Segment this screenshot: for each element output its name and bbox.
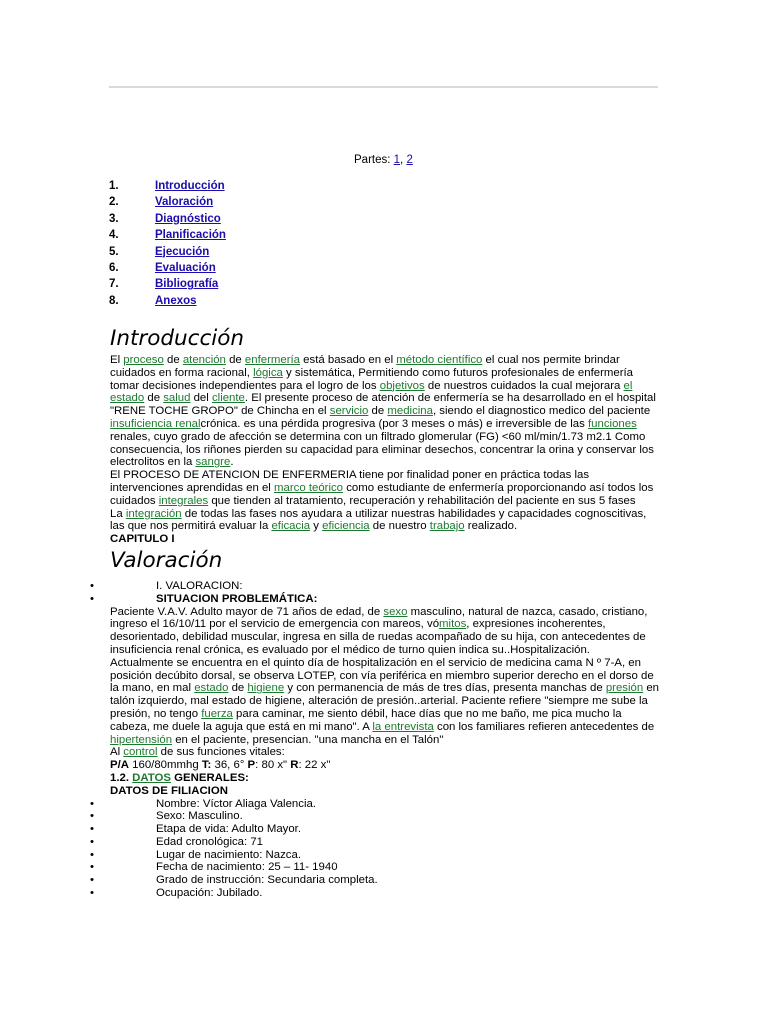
term-link[interactable]: control: [123, 746, 158, 759]
term-link[interactable]: medicina: [387, 405, 433, 418]
term-link[interactable]: el estado: [110, 379, 633, 405]
list-item-text: Fecha de nacimiento: 25 – 11- 1940: [156, 861, 338, 874]
term-link[interactable]: lógica: [253, 366, 283, 379]
bullet-icon: •: [90, 823, 94, 836]
vital-signs: [110, 759, 660, 772]
toc-link-bibliografia[interactable]: Bibliografía: [155, 278, 219, 291]
bullet-icon: •: [90, 797, 94, 810]
term-link[interactable]: hipertensión: [110, 733, 173, 746]
term-link[interactable]: eficiencia: [322, 520, 370, 533]
list-item: [90, 861, 660, 874]
list-item: [90, 579, 660, 593]
term-link[interactable]: la entrevista: [372, 720, 434, 733]
term-link[interactable]: proceso: [123, 354, 164, 366]
list-item-text: Sexo: Masculino.: [156, 810, 243, 823]
bullet-icon: •: [90, 887, 94, 900]
parts-navigation: [354, 154, 413, 167]
term-link[interactable]: eficacia: [271, 520, 311, 533]
toc-link-valoracion[interactable]: Valoración: [155, 196, 214, 209]
intro-paragraph-1: El proceso de atención de enfermería está basado en el método científico el cual nos permite brindar cuidados en forma racional, lógica y sistemática, Permitiendo como futuros profesionales de enfermería tomar decisiones independientes para el logro de los objetivos de nuestros cuidados la cual mejorara el estado de salud del cliente. El presente proceso de atención de enfermería se ha desarrollado en el hospital "RENE TOCHE GROPO" de Chincha en el servicio de medicina, siendo el diagnostico medico del paciente insuficiencia renalcrónica. es una pérdida progresiva (por 3 meses o más) e irreversible de las funciones renales, cuyo grado de afección se determina con un filtrado glomerular (FG) <60 ml/min/1.73 m2.1 Como consecuencia, los riñones pierden su capacidad para eliminar desechos, concentrar la orina y conservar los electrolitos en la sangre.: [110, 354, 656, 469]
vital-label: T:: [201, 759, 212, 772]
term-link[interactable]: estado: [194, 682, 229, 695]
vital-label: P/A: [110, 759, 129, 772]
list-item: [90, 797, 660, 811]
term-link[interactable]: funciones: [588, 417, 637, 430]
list-item: [90, 823, 660, 836]
valoracion-list: [90, 579, 660, 606]
bullet-icon: •: [90, 835, 94, 848]
term-link[interactable]: enfermería: [244, 354, 300, 366]
list-item-text: Nombre: Víctor Aliaga Valencia.: [156, 797, 316, 810]
parts-label: Partes:: [354, 154, 394, 166]
bullet-icon: •: [90, 592, 94, 605]
toc-number: 5.: [109, 245, 119, 258]
bullet-icon: •: [90, 579, 94, 592]
term-link[interactable]: insuficiencia renal: [110, 417, 201, 430]
list-item-text: Grado de instrucción: Secundaria completa.: [156, 874, 378, 887]
toc-link-anexos[interactable]: Anexos: [155, 294, 197, 307]
term-link[interactable]: marco teórico: [274, 481, 344, 494]
parts-separator: ,: [400, 154, 407, 166]
list-item-text: Edad cronológica: 71: [156, 835, 264, 848]
vitals-text: Al: [110, 746, 124, 759]
part-2-link[interactable]: 2: [406, 154, 413, 166]
problem-paragraph-1: Paciente V.A.V. Adulto mayor de 71 años de edad, de sexo masculino, natural de nazca, casado, cristiano, ingreso el 16/10/11 por el servicio de emergencia con mareos, vómitos, expresiones incoherentes, desorientado, debilidad muscular, ingresa en silla de ruedas acompañado de su hija, con antecedentes de insuficiencia renal crónica, es evaluado por el médico de turno quien indica su..Hospitalización.: [110, 605, 648, 656]
term-link[interactable]: DATOS: [132, 771, 171, 784]
term-link[interactable]: trabajo: [429, 520, 465, 533]
term-link[interactable]: mitos: [439, 618, 467, 631]
vitals-text: de sus funciones vitales:: [157, 746, 285, 759]
toc-number: 7.: [109, 278, 119, 291]
term-link[interactable]: objetivos: [379, 379, 425, 392]
chapter-label: CAPITULO I: [110, 533, 175, 546]
list-item: [90, 848, 660, 862]
bullet-icon: •: [90, 810, 94, 823]
vital-value: : 22 x": [298, 759, 331, 772]
section-heading-valoracion: Valoración: [110, 547, 223, 573]
list-item: [90, 835, 660, 849]
toc-link-planificacion[interactable]: Planificación: [155, 229, 226, 242]
term-link[interactable]: sangre: [195, 456, 231, 469]
top-divider: [109, 86, 658, 88]
bullet-icon: •: [90, 848, 94, 861]
filiacion-list: [90, 797, 660, 900]
vital-label: P: [247, 759, 256, 772]
term-link[interactable]: integración: [125, 507, 182, 520]
term-link[interactable]: fuerza: [201, 707, 233, 720]
article-body: [90, 326, 660, 900]
toc-link-diagnostico[interactable]: Diagnóstico: [155, 212, 221, 225]
term-link[interactable]: método científico: [396, 354, 483, 366]
list-item: [90, 874, 660, 887]
toc-link-introduccion[interactable]: Introducción: [155, 180, 225, 192]
list-item-text: Etapa de vida: Adulto Mayor.: [156, 823, 302, 836]
section-heading-introduccion: Introducción: [110, 326, 245, 351]
list-item-text: Ocupación: Jubilado.: [156, 887, 263, 900]
problem-paragraph-2: Actualmente se encuentra en el quinto día de hospitalización en el servicio de medicina cama N º 7-A, en posición decúbito dorsal, se observa LOTEP, con vía periférica en miembro superior derecho en el dorso de la mano, en mal estado de higiene y con permanencia de más de tres días, presenta manchas de presión en talón izquierdo, mal estado de higiene, alteración de presión..arterial. Paciente refiere "siempre me sube la presión, no tengo fuerza para caminar, me siento débil, hace días que no me baño, me pica mucho la cabeza, me duele la aguja que está en mi mano". A la entrevista con los familiares refieren antecedentes de hipertensión en el paciente, presencian. "una mancha en el Talón": [110, 656, 660, 746]
datos-generales-heading: [110, 772, 660, 785]
vital-label: R: [290, 759, 299, 772]
term-link[interactable]: presión: [605, 682, 644, 695]
intro-paragraph-2: El PROCESO DE ATENCION DE ENFERMERIA tiene por finalidad poner en práctica todas las intervenciones aprendidas en el marco teórico como estudiante de enfermería proporcionando así todos los cuidados integrales que tienden al tratamiento, recuperación y rehabilitación del paciente en sus 5 fases: [110, 469, 654, 507]
term-link[interactable]: cliente: [211, 392, 245, 405]
intro-paragraph-3: La integración de todas las fases nos ayudara a utilizar nuestras habilidades y capacidades cognoscitivas, las que nos permitirá evaluar la eficacia y eficiencia de nuestro trabajo realizado.: [110, 507, 647, 533]
list-item: [90, 887, 660, 900]
toc-number: 6.: [109, 261, 119, 274]
list-item: [90, 810, 660, 823]
term-link[interactable]: higiene: [247, 682, 285, 695]
term-link[interactable]: salud: [163, 392, 191, 405]
list-item-text: I. VALORACION:: [156, 579, 243, 592]
toc-number: 3.: [109, 212, 119, 225]
toc-number: 8.: [109, 294, 119, 307]
vital-value: : 80 x": [255, 759, 291, 772]
heading-text: GENERALES:: [171, 771, 249, 784]
heading-number: 1.2.: [110, 771, 133, 784]
toc-link-ejecucion[interactable]: Ejecución: [155, 245, 210, 258]
part-1-link[interactable]: 1: [393, 154, 401, 166]
list-item-text: Lugar de nacimiento: Nazca.: [156, 848, 301, 861]
bullet-icon: •: [90, 874, 94, 887]
term-link[interactable]: sexo: [383, 605, 408, 618]
term-link[interactable]: integrales: [158, 494, 209, 507]
term-link[interactable]: servicio: [329, 405, 369, 418]
bullet-icon: •: [90, 861, 94, 874]
toc-number: 4.: [109, 229, 119, 242]
list-item-text: SITUACION PROBLEMÁTICA:: [156, 592, 318, 605]
datos-filiacion-heading: DATOS DE FILIACION: [110, 784, 228, 797]
list-item: [90, 592, 660, 606]
vital-value: 36, 6°: [211, 759, 248, 772]
vital-value: 160/80mmhg: [129, 759, 202, 772]
toc-link-evaluacion[interactable]: Evaluación: [155, 261, 216, 274]
toc-number: 2.: [109, 196, 119, 209]
vitals-intro: [110, 746, 660, 759]
toc-number: 1.: [109, 180, 119, 192]
term-link[interactable]: atención: [182, 354, 226, 366]
